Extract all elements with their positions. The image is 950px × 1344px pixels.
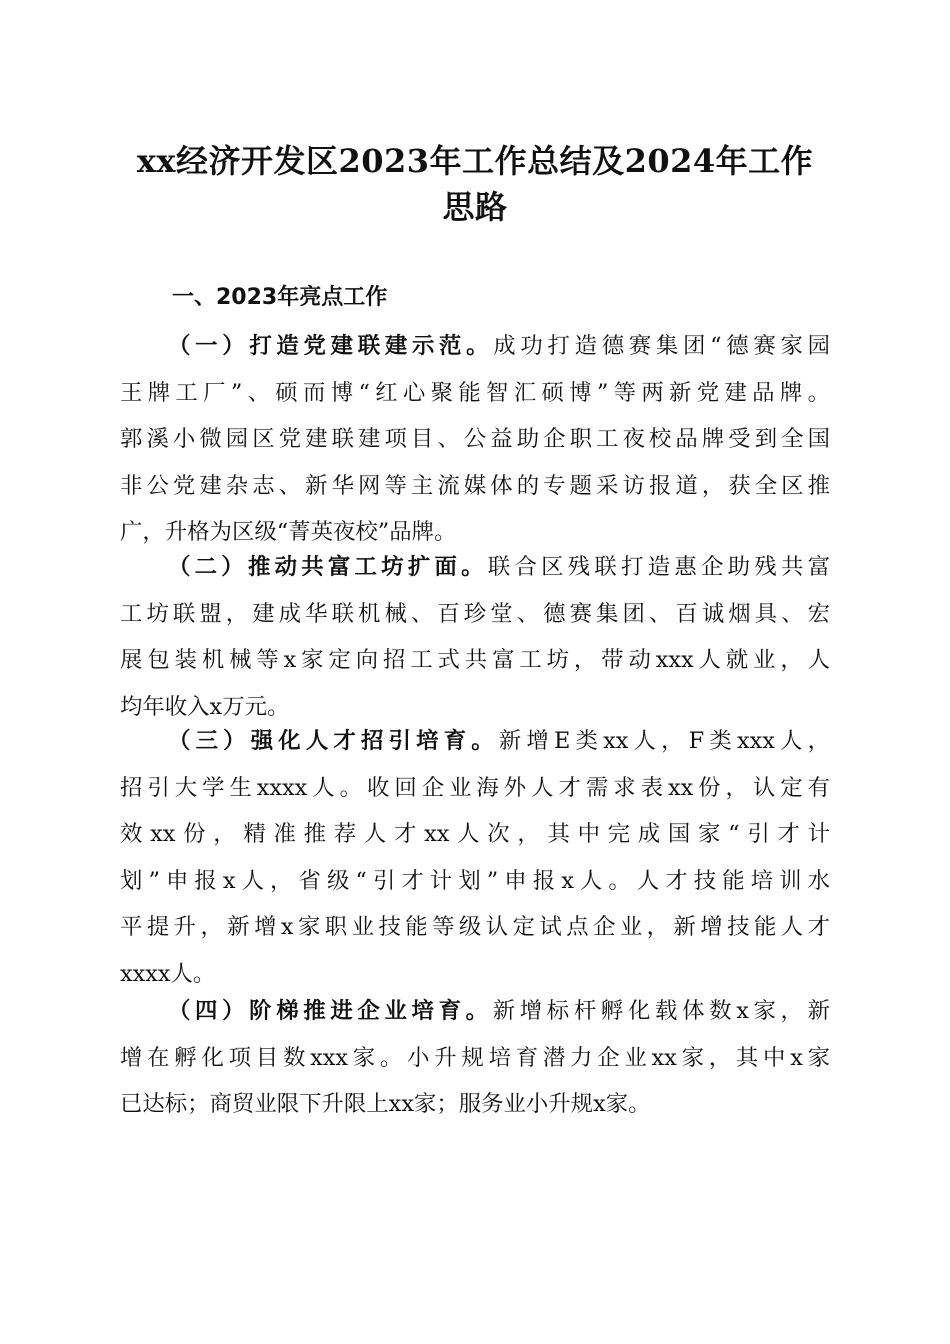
- paragraph-line: [120, 988, 830, 1035]
- paragraph-line: 平提升，新增x家职业技能等级认定试点企业，新增技能人才: [120, 914, 830, 940]
- document-title: [110, 138, 840, 230]
- title-line-2: 思路: [442, 188, 508, 226]
- paragraph-line: 郭溪小微园区党建联建项目、公益助企职工夜校品牌受到全国: [120, 426, 830, 452]
- paragraph-text: 新增E类xx人，F类xxx人，: [498, 728, 830, 754]
- paragraph-line: 工坊联盟，建成华联机械、百珍堂、德赛集团、百诚烟具、宏: [120, 600, 830, 627]
- paragraph-line: [120, 323, 830, 370]
- paragraph-text: 成功打造德赛集团“德赛家园: [493, 333, 831, 359]
- paragraph-line: 王牌工厂”、硕而博“红心聚能智汇硕博”等两新党建品牌。: [120, 379, 830, 406]
- paragraph-1: [120, 323, 830, 556]
- paragraph-line: 展包装机械等x家定向招工式共富工坊，带动xxx人就业，人: [120, 647, 830, 673]
- paragraph-lead: （四）阶梯推进企业培育。: [168, 998, 493, 1024]
- paragraph-2: [120, 544, 830, 730]
- paragraph-line: 效xx份，精准推荐人才xx人次，其中完成国家“引才计: [120, 821, 830, 847]
- paragraph-text: 新增标杆孵化载体数x家，新: [492, 998, 830, 1024]
- paragraph-line: 招引大学生xxxx人。收回企业海外人才需求表xx份，认定有: [120, 774, 830, 801]
- paragraph-line: [120, 718, 830, 765]
- paragraph-lead: （二）推动共富工坊扩面。: [168, 554, 488, 580]
- paragraph-line: 广，升格为区级“菁英夜校”品牌。: [120, 519, 457, 545]
- paragraph-lead: （三）强化人才招引培育。: [168, 728, 499, 754]
- paragraph-line: 均年收入x万元。: [120, 693, 290, 720]
- paragraph-lead: （一）打造党建联建示范。: [168, 333, 494, 359]
- paragraph-4: [120, 988, 830, 1128]
- paragraph-line: [120, 544, 830, 591]
- paragraph-line: 非公党建杂志、新华网等主流媒体的专题采访报道，获全区推: [120, 472, 830, 499]
- paragraph-line: xxxx人。: [120, 960, 216, 987]
- paragraph-line: 增在孵化项目数xxx家。小升规培育潜力企业xx家，其中x家: [120, 1044, 830, 1071]
- paragraph-text: 联合区残联打造惠企助残共富: [487, 554, 831, 580]
- paragraph-3: [120, 718, 830, 997]
- paragraph-line: 已达标；商贸业限下升限上xx家；服务业小升规x家。: [120, 1091, 651, 1117]
- title-line-1: xx经济开发区2023年工作总结及2024年工作: [136, 142, 814, 180]
- paragraph-line: 划”申报x人，省级“引才计划”申报x人。人才技能培训水: [120, 867, 830, 894]
- section-heading: 一、2023年亮点工作: [172, 285, 388, 310]
